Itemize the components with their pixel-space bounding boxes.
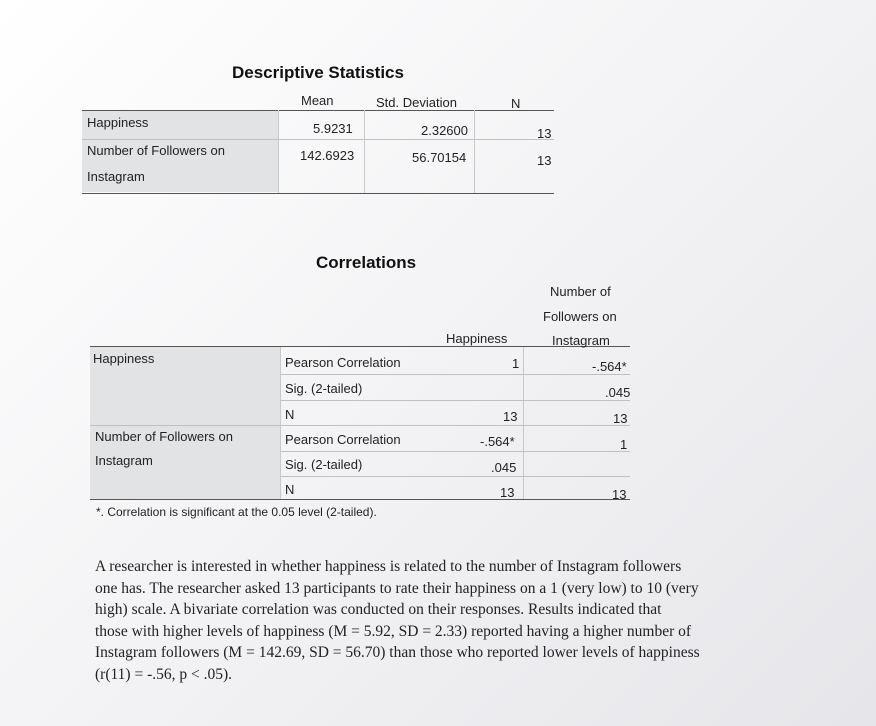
table-top-rule (90, 346, 630, 347)
stat-pearson-correlation: Pearson Correlation (285, 355, 401, 370)
stat-n: N (285, 482, 295, 497)
paragraph-line: A researcher is interested in whether happiness is related to the number of Instagram followers (95, 558, 682, 575)
followers-mean: 142.6923 (300, 148, 355, 163)
stat-sig-2-tailed: Sig. (2-tailed) (285, 381, 363, 396)
column-divider (474, 110, 475, 193)
r2-n-followers: 13 (612, 487, 627, 502)
row-label-happiness: Happiness (87, 115, 149, 130)
column-divider (364, 110, 365, 193)
row-label-background (90, 347, 280, 499)
table-bottom-rule (90, 499, 630, 500)
r2-n-happiness: 13 (500, 485, 515, 500)
followers-n: 13 (537, 153, 552, 168)
r1-n-happiness: 13 (503, 409, 518, 424)
stat-pearson-correlation: Pearson Correlation (285, 432, 401, 447)
header-happiness: Happiness (446, 331, 508, 346)
table-row-divider (280, 374, 630, 375)
header-std-deviation: Std. Deviation (376, 95, 457, 110)
r1-pearson-followers: -.564* (592, 359, 627, 374)
happiness-n: 13 (537, 126, 552, 141)
table-row-divider (280, 451, 630, 452)
paragraph-line: (r(11) = -.56, p < .05). (95, 665, 233, 683)
paragraph-line: those with higher levels of happiness (M = 5.92, SD = 2.33) reported having a higher number of (95, 622, 692, 640)
table-row-divider (280, 476, 630, 477)
header-followers-line2: Followers on (543, 309, 617, 324)
correlations-title: Correlations (316, 253, 417, 272)
descriptive-stats-title: Descriptive Statistics (232, 63, 404, 82)
row-label-followers-line2: Instagram (95, 453, 153, 468)
row-label-followers-line2: Instagram (87, 169, 145, 184)
table-bottom-rule (82, 193, 554, 194)
r2-pearson-followers: 1 (620, 437, 628, 452)
r1-sig-followers: .045 (605, 385, 631, 400)
stat-n: N (285, 407, 295, 422)
header-mean: Mean (301, 93, 334, 108)
table-group-divider (90, 425, 630, 426)
column-divider (280, 347, 281, 499)
happiness-mean: 5.9231 (313, 121, 353, 136)
header-n: N (511, 96, 521, 111)
paragraph-line: Instagram followers (M = 142.69, SD = 56.70) than those who reported lower levels of happiness (95, 644, 700, 661)
r2-sig-happiness: .045 (491, 460, 517, 475)
column-divider (523, 347, 524, 499)
table-row-divider (82, 139, 554, 140)
r1-pearson-happiness: 1 (512, 356, 520, 371)
followers-sd: 56.70154 (412, 150, 467, 165)
row-label-followers: Number of Followers on (95, 429, 233, 444)
happiness-sd: 2.32600 (421, 123, 468, 138)
row-label-followers: Number of Followers on (87, 143, 225, 158)
table-row-divider (280, 400, 630, 401)
row-label-happiness: Happiness (93, 351, 155, 366)
header-followers-line3: Instagram (552, 333, 610, 348)
r2-pearson-happiness: -.564* (480, 434, 515, 449)
header-followers: Number of (550, 284, 611, 299)
significance-footnote: *. Correlation is significant at the 0.05 level (2-tailed). (96, 505, 377, 519)
table-top-rule (82, 110, 554, 111)
column-divider (278, 110, 279, 193)
results-paragraph (95, 556, 795, 685)
r1-n-followers: 13 (613, 411, 628, 426)
paragraph-line: high) scale. A bivariate correlation was conducted on their responses. Results indicated that (95, 601, 662, 618)
paragraph-line: one has. The researcher asked 13 participants to rate their happiness on a 1 (very low) to 10 (very (95, 579, 699, 597)
stat-sig-2-tailed: Sig. (2-tailed) (285, 457, 363, 472)
